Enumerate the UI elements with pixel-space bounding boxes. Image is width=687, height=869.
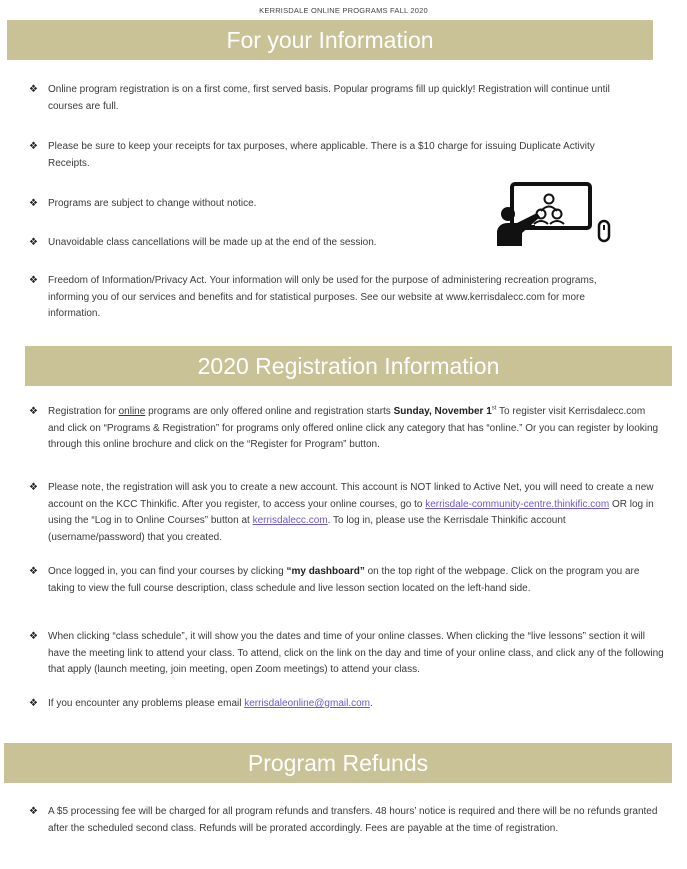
email-link[interactable]: kerrisdaleonline@gmail.com <box>244 698 370 709</box>
diamond-bullet-icon: ❖ <box>29 406 38 417</box>
diamond-bullet-icon: ❖ <box>29 141 38 152</box>
list-item-text: Registration for online programs are only offered online and registration starts Sunday, November 1st To register visit Kerrisdalecc.com and click on “Programs & Registration” for programs only offered online click any category that has “online.” Or you can register by looking through this online brochure and click on the “Register for Program” button. <box>48 405 659 450</box>
section-banner-info: For your Information <box>7 20 653 60</box>
list-item-text: Once logged in, you can find your courses by clicking “my dashboard” on the top right of the webpage. Click on the program you are taking to view the full course description, class schedule and live lesson section located on the left-hand side. <box>48 566 640 594</box>
diamond-bullet-icon: ❖ <box>29 84 38 95</box>
section-banner-registration: 2020 Registration Information <box>25 346 672 386</box>
diamond-bullet-icon: ❖ <box>29 275 38 286</box>
section-banner-refunds: Program Refunds <box>4 743 672 783</box>
diamond-bullet-icon: ❖ <box>29 698 38 709</box>
list-item-text: Unavoidable class cancellations will be made up at the end of the session. <box>48 237 377 248</box>
document-header: KERRISDALE ONLINE PROGRAMS FALL 2020 <box>259 6 428 15</box>
list-item-text: Freedom of Information/Privacy Act. Your information will only be used for the purpose of administering recreation programs, informing you of our services and benefits and for statistical purposes. See our website at www.kerrisdalecc.com for more information. <box>48 275 597 319</box>
diamond-bullet-icon: ❖ <box>29 806 38 817</box>
list-item-text: Please note, the registration will ask you to create a new account. This account is NOT linked to Active Net, you will need to create a new account on the KCC Thinkific. After you register, to access your online courses, go to kerrisdale-community-centre.thinkific.com OR log in using the “Log in to Online Courses” button at kerrisdalecc.com. To log in, please use the Kerrisdale Thinkific account (username/password) that you created. <box>48 482 654 543</box>
kerrisdalecc-link[interactable]: kerrisdalecc.com <box>252 515 328 526</box>
online-class-illustration-icon <box>495 181 620 249</box>
thinkific-link[interactable]: kerrisdale-community-centre.thinkific.com <box>425 498 610 510</box>
diamond-bullet-icon: ❖ <box>29 566 38 577</box>
diamond-bullet-icon: ❖ <box>29 198 38 209</box>
diamond-bullet-icon: ❖ <box>29 631 38 642</box>
diamond-bullet-icon: ❖ <box>29 237 38 248</box>
list-item-text: A $5 processing fee will be charged for all program refunds and transfers. 48 hours’ notice is required and there will be no refunds granted after the scheduled second class. Refunds will be prorated accordingly. Fees are payable at the time of registration. <box>48 806 658 834</box>
list-item-text: Online program registration is on a first come, first served basis. Popular programs fill up quickly! Registration will continue until courses are full. <box>48 84 610 112</box>
diamond-bullet-icon: ❖ <box>29 482 38 493</box>
list-item-text: Programs are subject to change without notice. <box>48 198 257 209</box>
list-item-text: If you encounter any problems please email kerrisdaleonline@gmail.com. <box>48 698 373 709</box>
list-item-text: When clicking “class schedule”, it will show you the dates and time of your online classes. When clicking the “live lessons” section it will have the meeting link to attend your class. To attend, click on the link on the day and time of your online class, and click any of the following that apply (launch meeting, join meeting, open Zoom meetings) to attend your class. <box>48 631 664 675</box>
list-item-text: Please be sure to keep your receipts for tax purposes, where applicable. There is a $10 charge for issuing Duplicate Activity Receipts. <box>48 141 595 169</box>
